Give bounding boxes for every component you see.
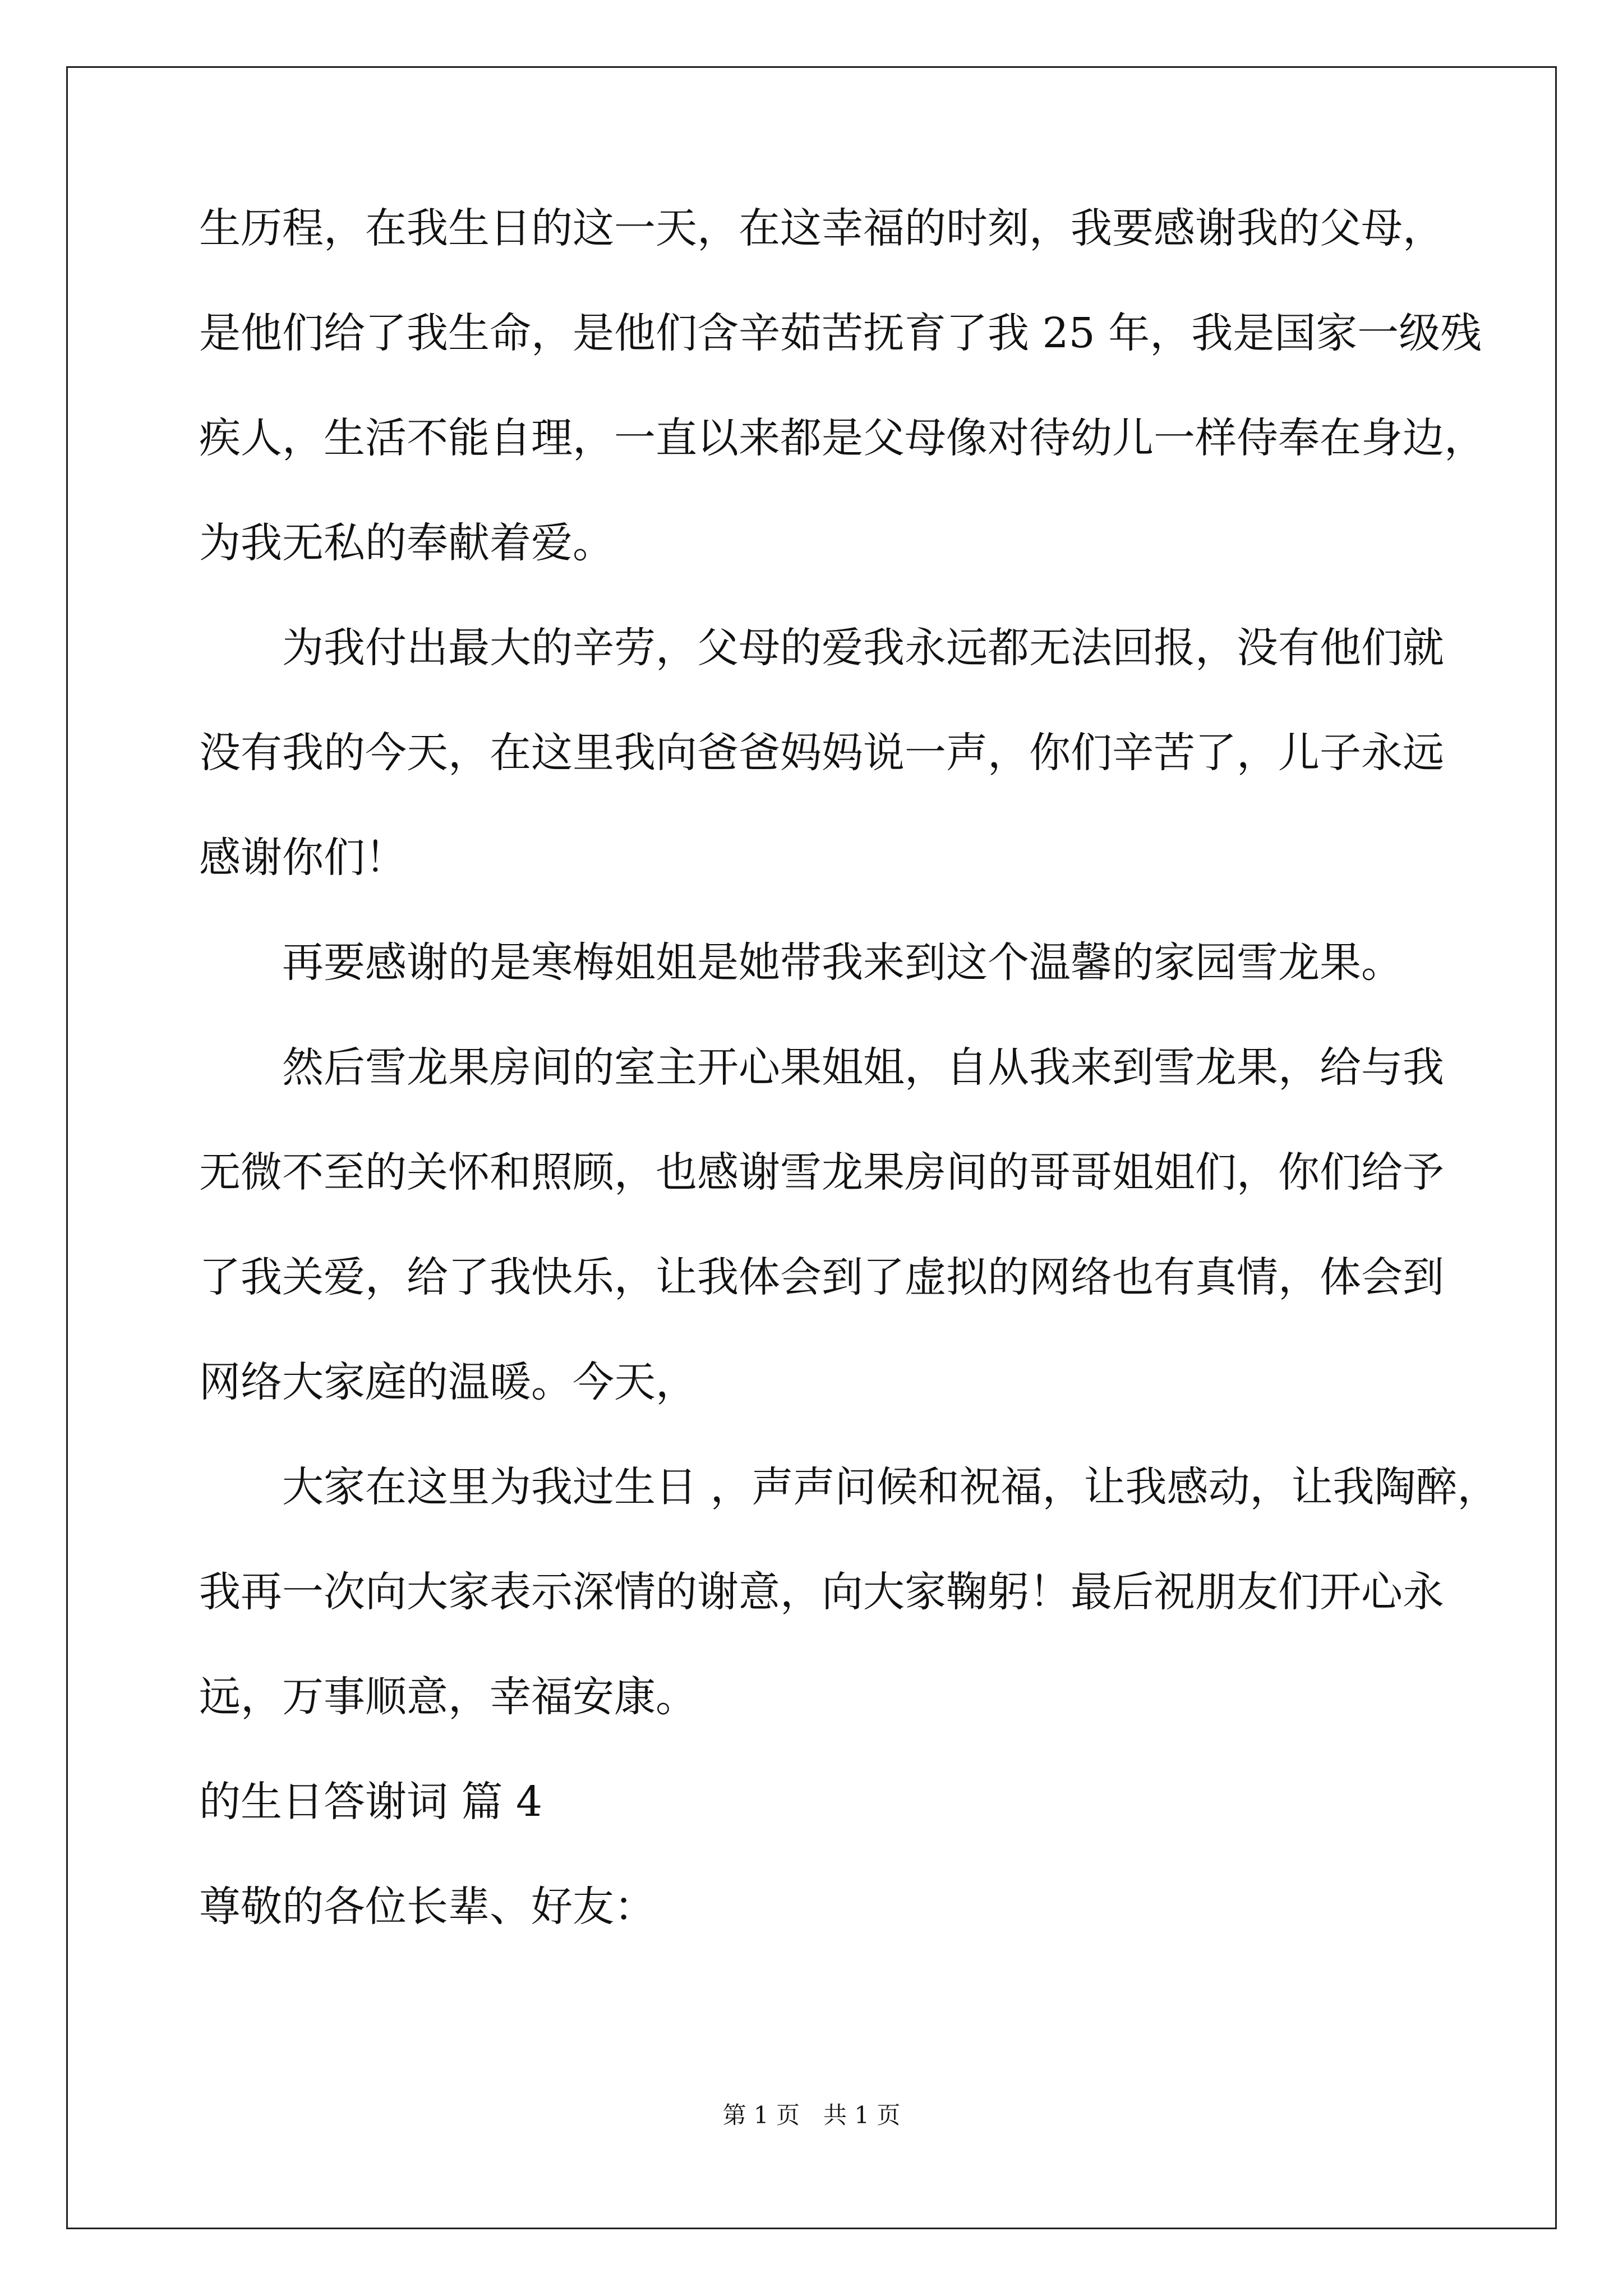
text-line: 为我付出最大的辛劳，父母的爱我永远都无法回报，没有他们就	[282, 624, 1444, 672]
text-line: 大家在这里为我过生日 ，声声问候和祝福，让我感动，让我陶醉，	[282, 1463, 1499, 1511]
text-line: 没有我的今天，在这里我向爸爸妈妈说一声，你们辛苦了，儿子永远	[199, 729, 1444, 777]
text-line: 了我关爱，给了我快乐，让我体会到了虚拟的网络也有真情，体会到	[199, 1253, 1444, 1301]
salutation: 尊敬的各位长辈、好友：	[199, 1883, 656, 1931]
page-footer: 第 1 页 共 1 页	[722, 2101, 901, 2129]
text-line: 无微不至的关怀和照顾，也感谢雪龙果房间的哥哥姐姐们，你们给予	[199, 1148, 1444, 1197]
section-heading: 的生日答谢词 篇 4	[199, 1778, 543, 1826]
text-line: 然后雪龙果房间的室主开心果姐姐，自从我来到雪龙果，给与我	[282, 1043, 1444, 1092]
text-line: 我再一次向大家表示深情的谢意，向大家鞠躬！最后祝朋友们开心永	[199, 1568, 1444, 1616]
text-line: 是他们给了我生命，是他们含辛茹苦抚育了我 25 年，我是国家一级残	[199, 309, 1482, 357]
text-line: 生历程，在我生日的这一天，在这幸福的时刻，我要感谢我的父母，	[199, 204, 1444, 252]
text-line: 再要感谢的是寒梅姐姐是她带我来到这个温馨的家园雪龙果。	[282, 938, 1403, 987]
text-line: 疾人，生活不能自理，一直以来都是父母像对待幼儿一样侍奉在身边，	[199, 414, 1486, 462]
text-line: 网络大家庭的温暖。今天，	[199, 1358, 697, 1406]
text-line: 远，万事顺意，幸福安康。	[199, 1673, 697, 1721]
text-line: 感谢你们！	[199, 834, 407, 882]
text-line: 为我无私的奉献着爱。	[199, 519, 614, 567]
